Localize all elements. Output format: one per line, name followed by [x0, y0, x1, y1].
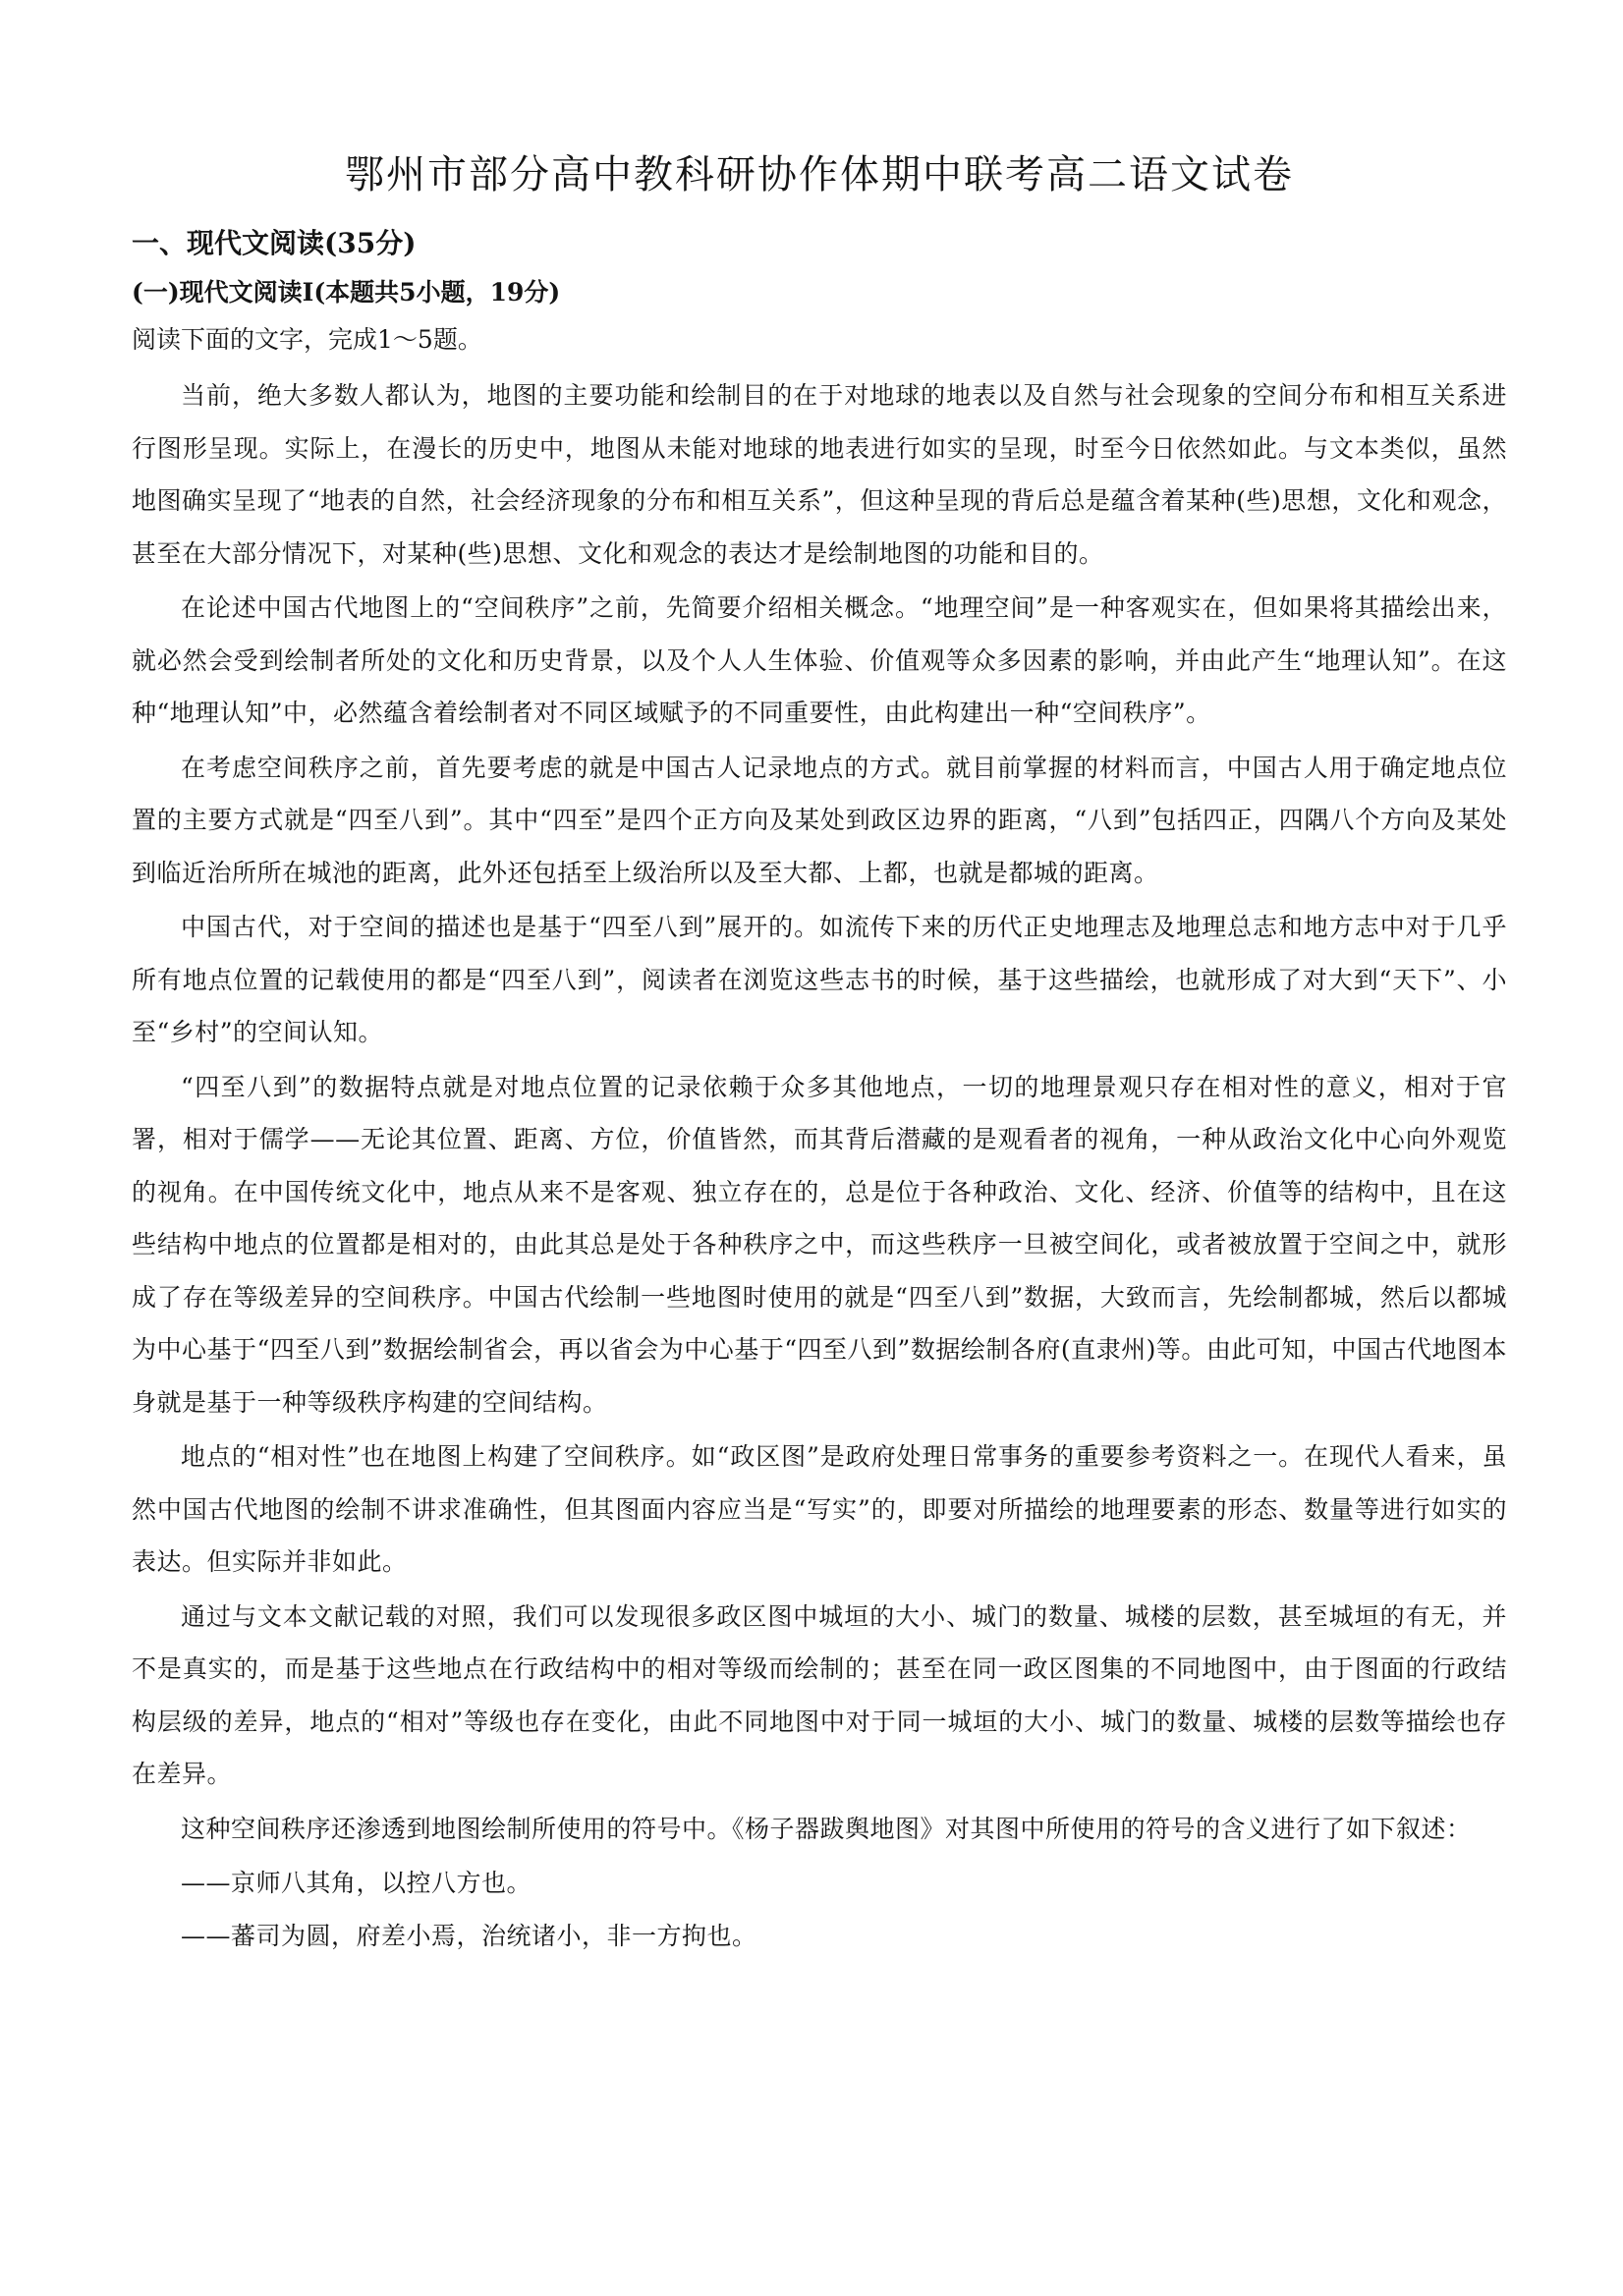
paragraph-8: 这种空间秩序还渗透到地图绘制所使用的符号中。《杨子器跋舆地图》对其图中所使用的符号的含义进行了如下叙述： — [181, 1814, 1472, 1843]
paragraph-6: 地点的“相对性”也在地图上构建了空间秩序。如“政区图”是政府处理日常事务的重要参考资料之一。在现代人看来，虽然中国古代地图的绘制不讲求准确性，但其图面内容应当是“写实”的，即要对所描绘的地理要素的形态、数量等进行如实的表达。但实际并非如此。 — [132, 1442, 1507, 1576]
paragraph-5: “四至八到”的数据特点就是对地点位置的记录依赖于众多其他地点，一切的地理景观只存在相对性的意义，相对于官署，相对于儒学——无论其位置、距离、方位，价值皆然，而其背后潜藏的是观看者的视角，一种从政治文化中心向外观览的视角。在中国传统文化中，地点从来不是客观、独立存在的，总是位于各种政治、文化、经济、价值等的结构中，且在这些结构中地点的位置都是相对的，由此其总是处于各种秩序之中，而这些秩序一旦被空间化，或者被放置于空间之中，就形成了存在等级差异的空间秩序。中国古代绘制一些地图时使用的就是“四至八到”数据，大致而言，先绘制都城，然后以都城为中心基于“四至八到”数据绘制省会，再以省会为中心基于“四至八到”数据绘制各府(直隶州)等。由此可知，中国古代地图本身就是基于一种等级秩序构建的空间结构。 — [132, 1072, 1507, 1417]
paragraph-2: 在论述中国古代地图上的“空间秩序”之前，先简要介绍相关概念。“地理空间”是一种客观实在，但如果将其描绘出来，就必然会受到绘制者所处的文化和历史背景，以及个人人生体验、价值观等众多因素的影响，并由此产生“地理认知”。在这种“地理认知”中，必然蕴含着绘制者对不同区域赋予的不同重要性，由此构建出一种“空间秩序”。 — [132, 593, 1507, 727]
paragraph-1: 当前，绝大多数人都认为，地图的主要功能和绘制目的在于对地球的地表以及自然与社会现象的空间分布和相互关系进行图形呈现。实际上，在漫长的历史中，地图从未能对地球的地表进行如实的呈现，时至今日依然如此。与文本类似，虽然地图确实呈现了“地表的自然，社会经济现象的分布和相互关系”，但这种呈现的背后总是蕴含着某种(些)思想，文化和观念，甚至在大部分情况下，对某种(些)思想、文化和观念的表达才是绘制地图的功能和目的。 — [132, 381, 1507, 568]
subsection-heading: (一)现代文阅读Ⅰ(本题共5小题，19分) — [132, 278, 561, 307]
paragraph-3: 在考虑空间秩序之前，首先要考虑的就是中国古人记录地点的方式。就目前掌握的材料而言，中国古人用于确定地点位置的主要方式就是“四至八到”。其中“四至”是四个正方向及某处到政区边界的距离，“八到”包括四正，四隅八个方向及某处到临近治所所在城池的距离，此外还包括至上级治所以及至大都、上都，也就是都城的距离。 — [132, 753, 1507, 887]
quote-line-1: ——京师八其角，以控八方也。 — [181, 1869, 532, 1897]
section-heading: 一、现代文阅读(35分) — [132, 227, 417, 259]
quote-line-2: ——蕃司为圆，府差小焉，治统诸小，非一方拘也。 — [181, 1921, 757, 1950]
paragraph-4: 中国古代，对于空间的描述也是基于“四至八到”展开的。如流传下来的历代正史地理志及地理总志和地方志中对于几乎所有地点位置的记载使用的都是“四至八到”，阅读者在浏览这些志书的时候，基于这些描绘，也就形成了对大到“天下”、小至“乡村”的空间认知。 — [132, 913, 1507, 1046]
reading-instruction: 阅读下面的文字，完成1～5题。 — [132, 325, 482, 354]
paragraph-7: 通过与文本文献记载的对照，我们可以发现很多政区图中城垣的大小、城门的数量、城楼的层数，甚至城垣的有无，并不是真实的，而是基于这些地点在行政结构中的相对等级而绘制的；甚至在同一政区图集的不同地图中，由于图面的行政结构层级的差异，地点的“相对”等级也存在变化，由此不同地图中对于同一城垣的大小、城门的数量、城楼的层数等描绘也存在差异。 — [132, 1601, 1507, 1788]
exam-title: 鄂州市部分高中教科研协作体期中联考高二语文试卷 — [345, 152, 1294, 197]
